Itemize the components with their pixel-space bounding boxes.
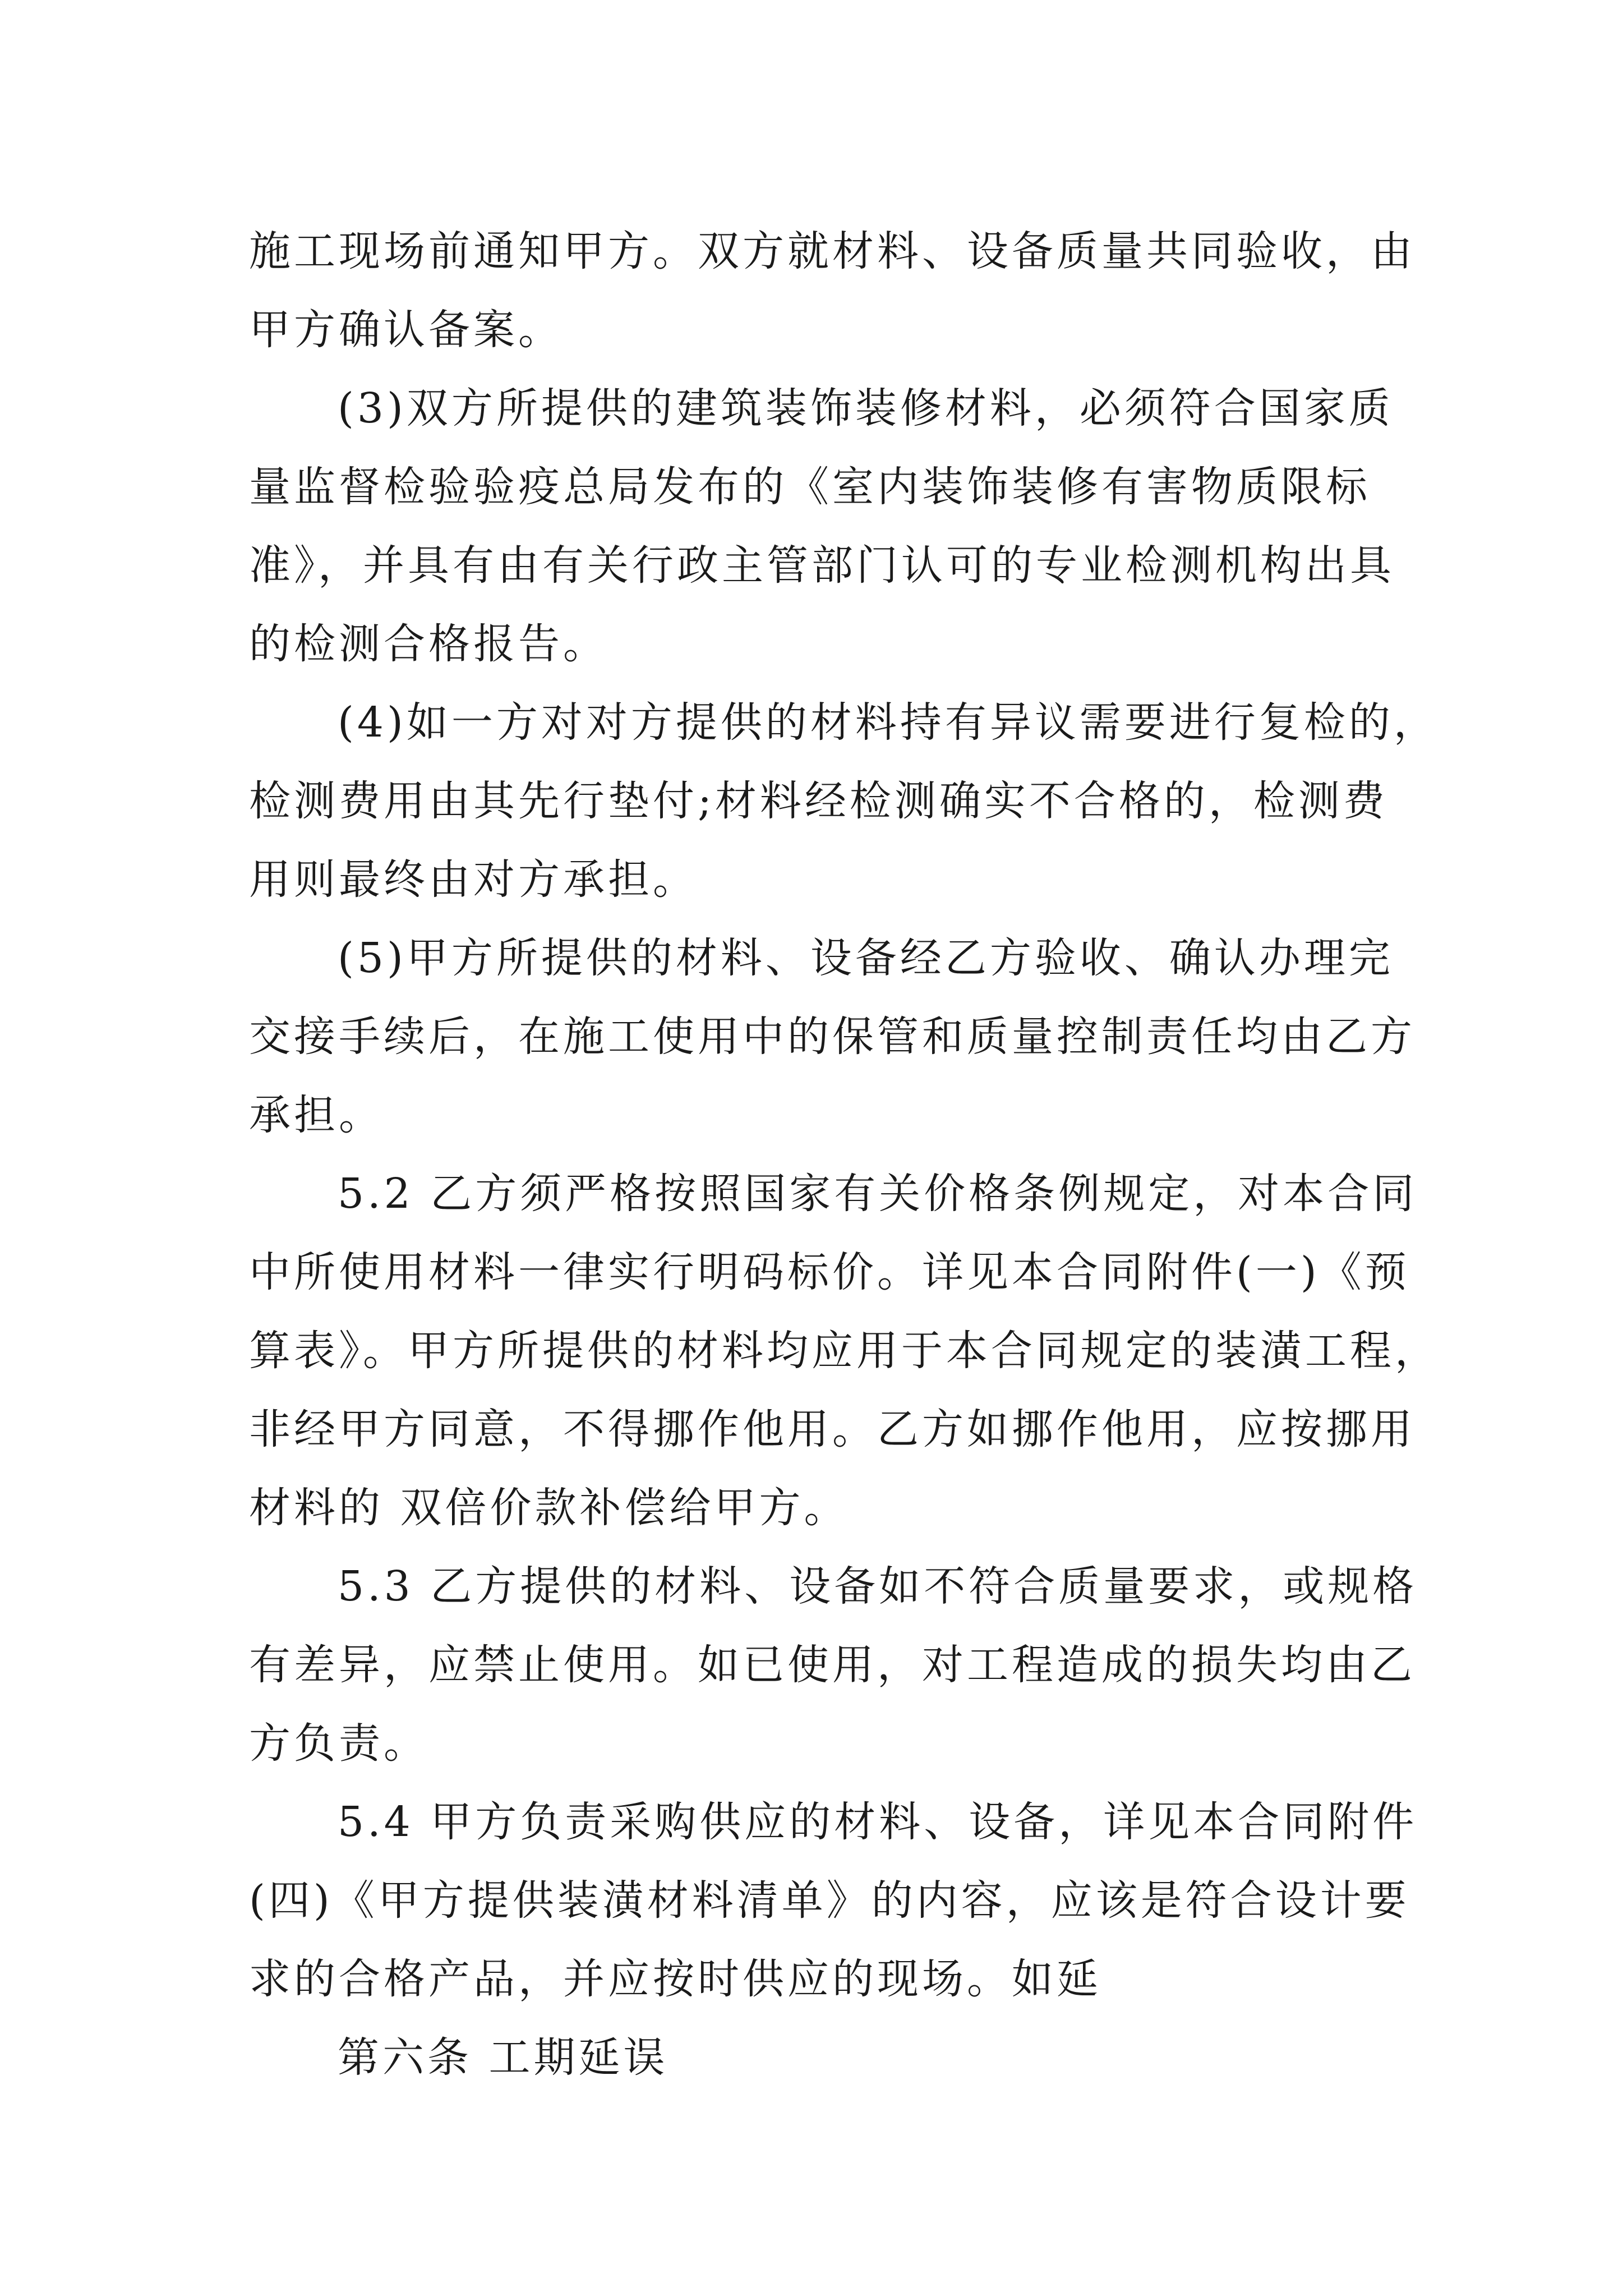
text-line: 检测费用由其先行垫付;材料经检测确实不合格的，检测费 xyxy=(249,777,1388,825)
text-line: 非经甲方同意，不得挪作他用。乙方如挪作他用，应按挪用 xyxy=(249,1405,1415,1453)
text-line: 中所使用材料一律实行明码标价。详见本合同附件(一)《预 xyxy=(249,1248,1410,1296)
text-line: 材料的 双倍价款补偿给甲方。 xyxy=(249,1484,849,1532)
text-line: 甲方确认备案。 xyxy=(249,306,563,354)
text-line: 承担。 xyxy=(249,1091,384,1139)
text-line: (5)甲方所提供的材料、设备经乙方验收、确认办理完 xyxy=(338,934,1394,982)
text-line: 5.2 乙方须严格按照国家有关价格条例规定，对本合同 xyxy=(338,1170,1418,1218)
text-line: 施工现场前通知甲方。双方就材料、设备质量共同验收，由 xyxy=(249,227,1415,275)
text-line: (3)双方所提供的建筑装饰装修材料，必须符合国家质 xyxy=(338,384,1394,432)
text-line: 5.3 乙方提供的材料、设备如不符合质量要求，或规格 xyxy=(338,1562,1418,1611)
text-line: 求的合格产品，并应按时供应的现场。如延 xyxy=(249,1955,1101,2003)
text-line: 算表》。甲方所提供的材料均应用于本合同规定的装潢工程， xyxy=(249,1327,1440,1375)
text-line: 量监督检验验疫总局发布的《室内装饰装修有害物质限标 xyxy=(249,463,1371,511)
text-line: 有差异，应禁止使用。如已使用，对工程造成的损失均由乙 xyxy=(249,1641,1415,1689)
text-line: 方负责。 xyxy=(249,1719,428,1768)
text-line: (四)《甲方提供装潢材料清单》的内容，应该是符合设计要 xyxy=(249,1876,1410,1925)
text-line: 的检测合格报告。 xyxy=(249,620,608,668)
section-heading: 第六条 工期延误 xyxy=(338,2033,668,2082)
text-line: (4)如一方对对方提供的材料持有异议需要进行复检的， xyxy=(338,698,1438,747)
text-line: 5.4 甲方负责采购供应的材料、设备，详见本合同附件 xyxy=(338,1798,1418,1846)
text-line: 交接手续后，在施工使用中的保管和质量控制责任均由乙方 xyxy=(249,1013,1415,1061)
text-line: 用则最终由对方承担。 xyxy=(249,855,698,904)
text-line: 准》，并具有由有关行政主管部门认可的专业检测机构出具 xyxy=(249,541,1395,590)
